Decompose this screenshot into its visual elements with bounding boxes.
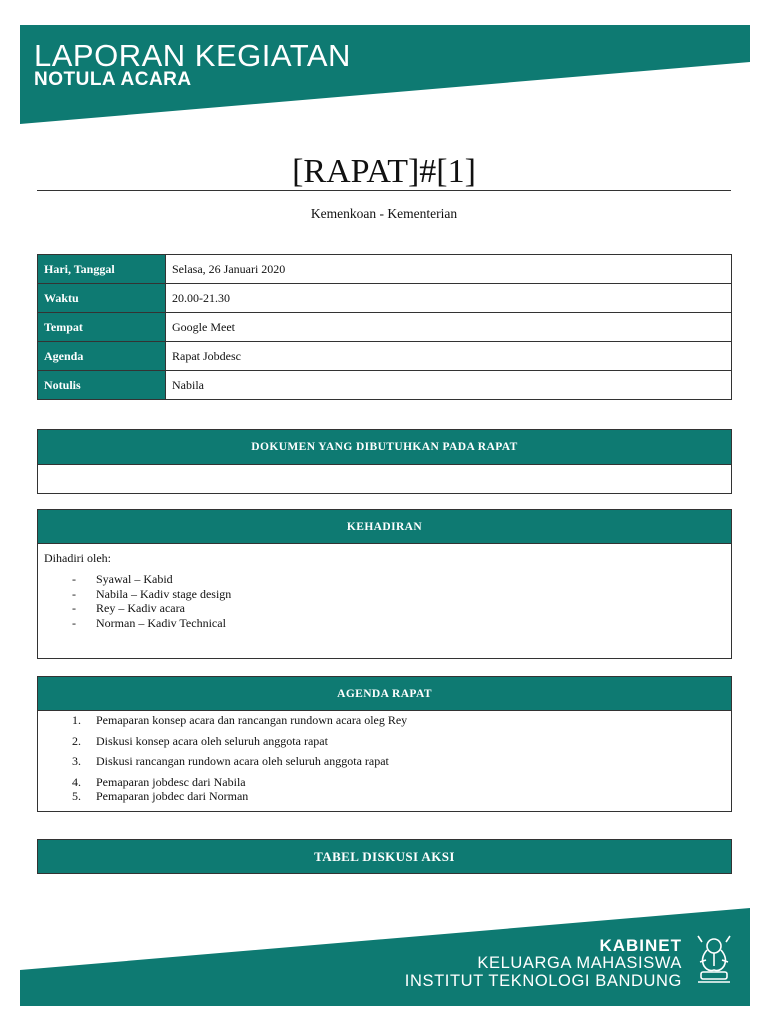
attendee-list	[44, 572, 731, 630]
table-row	[38, 284, 732, 313]
agenda-number: 5.	[72, 789, 81, 803]
info-value-agenda: Rapat Jobdesc	[166, 342, 732, 371]
list-item	[44, 587, 731, 602]
list-item	[44, 734, 731, 749]
info-value-time: 20.00-21.30	[166, 284, 732, 313]
dash-bullet: -	[72, 601, 76, 615]
info-label-place: Tempat	[38, 313, 166, 342]
agenda-heading: AGENDA RAPAT	[38, 677, 731, 711]
itb-ganesha-logo-icon	[692, 932, 736, 988]
documents-body	[38, 465, 731, 493]
header-subtitle: NOTULA ACARA	[34, 69, 192, 90]
dash-bullet: -	[72, 586, 76, 601]
agenda-text: Pemaparan jobdesc dari Nabila	[96, 774, 246, 789]
list-item	[44, 713, 731, 728]
footer-line-1: KELUARGA MAHASISWA	[477, 954, 682, 972]
agenda-text: Diskusi rancangan rundown acara oleh seluruh anggota rapat	[96, 754, 389, 768]
attendee-text: Rey – Kadiv acara	[96, 601, 185, 615]
info-label-agenda: Agenda	[38, 342, 166, 371]
agenda-number: 3.	[72, 754, 81, 768]
document-subtitle: Kemenkoan - Kementerian	[310, 206, 458, 221]
agenda-text: Pemaparan jobdec dari Norman	[96, 789, 249, 803]
info-value-notetaker: Nabila	[166, 371, 732, 400]
agenda-number: 2.	[72, 733, 81, 748]
documents-heading: DOKUMEN YANG DIBUTUHKAN PADA RAPAT	[38, 430, 731, 465]
action-table-section	[37, 839, 732, 874]
attendee-text: Syawal – Kabid	[96, 572, 173, 586]
attendee-text: Nabila – Kadiv stage design	[96, 586, 232, 601]
table-row	[38, 371, 732, 400]
info-value-date: Selasa, 26 Januari 2020	[166, 255, 732, 284]
documents-section	[37, 429, 732, 494]
list-item	[44, 775, 731, 790]
info-label-time: Waktu	[38, 284, 166, 313]
agenda-number: 1.	[72, 713, 81, 727]
agenda-section	[37, 676, 732, 812]
table-row	[38, 255, 732, 284]
attendance-heading: KEHADIRAN	[38, 510, 731, 544]
footer-line-2: INSTITUT TEKNOLOGI BANDUNG	[404, 972, 682, 990]
agenda-list	[44, 713, 731, 804]
title-divider	[37, 190, 731, 191]
attendance-intro: Dihadiri oleh:	[44, 551, 111, 565]
list-item	[44, 572, 731, 587]
agenda-text: Pemaparan konsep acara dan rancangan rundown acara oleg Rey	[96, 713, 408, 727]
attendance-body	[38, 544, 731, 630]
header-title: LAPORAN KEGIATAN	[34, 38, 351, 73]
action-table-heading: TABEL DISKUSI AKSI	[38, 840, 731, 873]
list-item	[44, 601, 731, 616]
info-label-notetaker: Notulis	[38, 371, 166, 400]
list-item	[44, 616, 731, 631]
document-title: [RAPAT]#[1]	[292, 153, 476, 190]
info-value-place: Google Meet	[166, 313, 732, 342]
attendee-text: Norman – Kadiv Technical	[96, 615, 226, 630]
agenda-text: Diskusi konsep acara oleh seluruh anggota rapat	[96, 733, 328, 748]
list-item	[44, 789, 731, 804]
table-row	[38, 342, 732, 371]
info-label-date: Hari, Tanggal	[38, 255, 166, 284]
list-item	[44, 754, 731, 769]
dash-bullet: -	[72, 615, 76, 630]
dash-bullet: -	[72, 572, 76, 586]
table-row	[38, 313, 732, 342]
footer-kabinet: KABINET	[599, 936, 682, 955]
agenda-number: 4.	[72, 774, 81, 789]
attendance-section	[37, 509, 732, 659]
agenda-body	[38, 711, 731, 804]
meeting-info-table	[37, 254, 732, 400]
